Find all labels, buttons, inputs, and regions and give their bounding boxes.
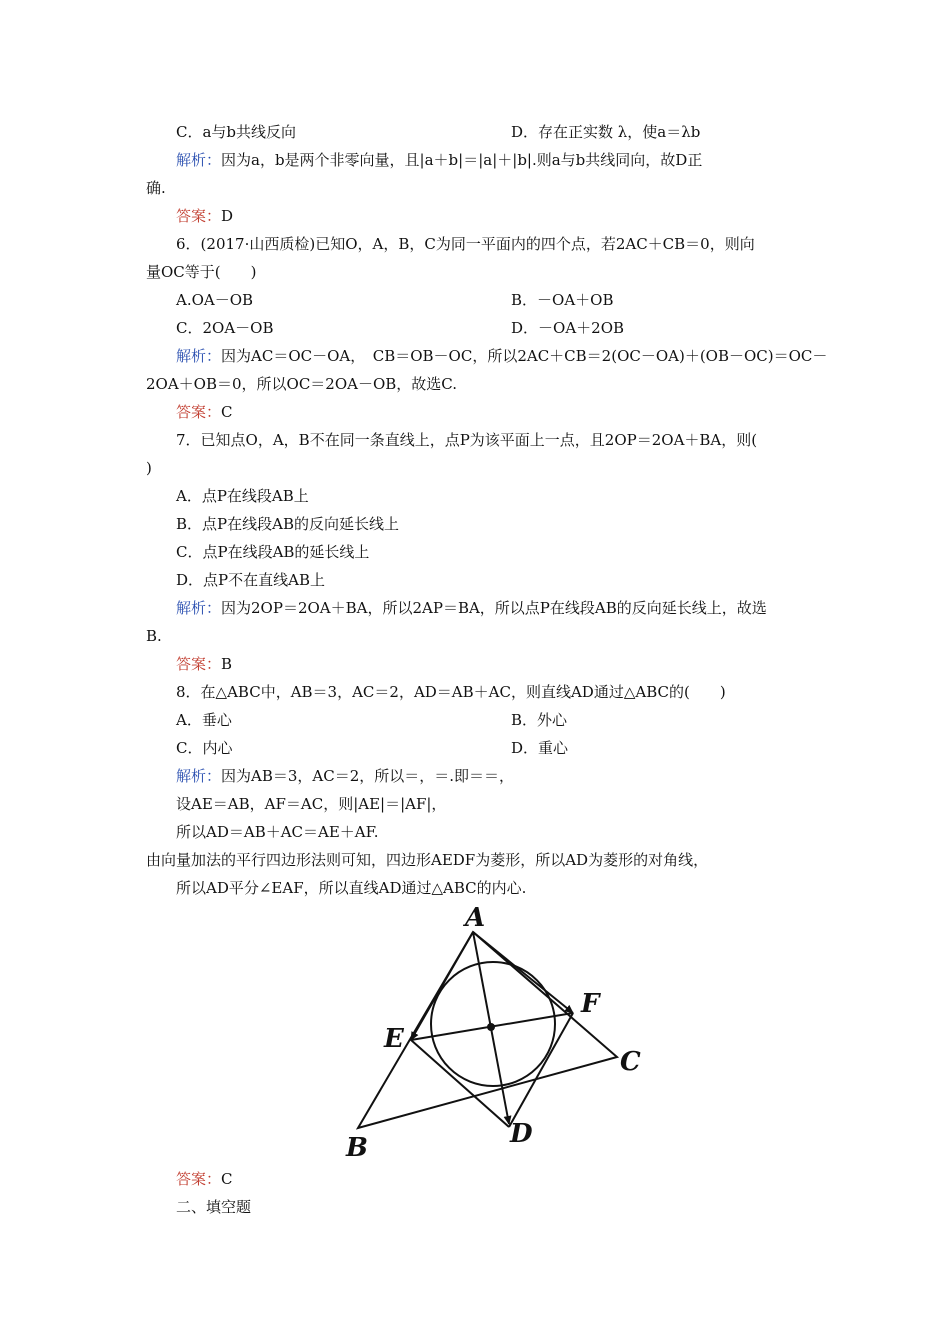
label-c: C <box>620 1047 641 1077</box>
answer-value: C <box>221 403 233 421</box>
answer-value: C <box>221 1170 233 1188</box>
q7-option-b: B．点P在线段AB的反向延长线上 <box>176 515 399 533</box>
q6-option-d: D．－OA＋2OB <box>511 319 625 337</box>
q8-option-d: D．重心 <box>511 739 569 757</box>
q8-option-c: C．内心 <box>176 739 233 757</box>
q6-stem: 6．(2017·山西质检)已知O，A，B，C为同一平面内的四个点，若2AC＋CB＝0，则向 <box>176 235 755 253</box>
label-b: B <box>346 1133 368 1163</box>
q7-option-d: D．点P不在直线AB上 <box>176 571 325 589</box>
q6-option-b: B．－OA＋OB <box>511 291 614 309</box>
q8-analysis-line4: 由向量加法的平行四边形法则可知，四边形AEDF为菱形，所以AD为菱形的对角线， <box>146 851 709 869</box>
q7-option-c: C．点P在线段AB的延长线上 <box>176 543 370 561</box>
label-d: D <box>510 1119 533 1149</box>
q6-analysis <box>176 346 827 366</box>
q8-option-a: A．垂心 <box>176 711 232 729</box>
q8-analysis-line2: 设AE＝AB，AF＝AC，则|AE|＝|AF|， <box>176 795 447 813</box>
label-a: A <box>465 903 486 933</box>
q8-answer <box>176 1169 233 1189</box>
q7-stem: 7．已知点O，A，B不在同一条直线上，点P为该平面上一点，且2OP＝2OA＋BA，则( <box>176 431 758 449</box>
q6-analysis-cont: 2OA＋OB＝0，所以OC＝2OA－OB，故选C. <box>146 375 458 393</box>
q5-answer <box>176 206 233 226</box>
q6-option-a: A.OA－OB <box>176 291 254 309</box>
answer-label: 答案： <box>176 655 222 673</box>
segment-ed <box>411 1040 509 1127</box>
answer-label: 答案： <box>176 207 222 225</box>
section-heading: 二、填空题 <box>176 1198 252 1216</box>
q8-analysis-line3: 所以AD＝AB＋AC＝AE＋AF. <box>176 823 379 841</box>
q7-analysis <box>176 598 767 618</box>
q6-analysis-text: 因为AC＝OC－OA， CB＝OB－OC，所以2AC＋CB＝2(OC－OA)＋(OB－OC)＝OC－ <box>221 347 828 365</box>
q7-analysis-text: 因为2OP＝2OA＋BA，所以2AP＝BA，所以点P在线段AB的反向延长线上，故选 <box>221 599 767 617</box>
incenter-point <box>487 1023 495 1031</box>
analysis-label: 解析： <box>176 599 222 617</box>
q8-analysis-line5: 所以AD平分∠EAF，所以直线AD通过△ABC的内心. <box>176 879 527 897</box>
q7-answer <box>176 654 232 674</box>
q8-analysis <box>176 766 514 786</box>
answer-label: 答案： <box>176 1170 222 1188</box>
q5-analysis-text: 因为a，b是两个非零向量，且|a＋b|＝|a|＋|b|.则a与b共线同向，故D正 <box>221 151 703 169</box>
label-e: E <box>384 1024 404 1054</box>
analysis-label: 解析： <box>176 151 222 169</box>
triangle-incircle-figure <box>340 898 650 1168</box>
q8-stem: 8．在△ABC中，AB＝3，AC＝2，AD＝AB＋AC，则直线AD通过△ABC的( ) <box>176 683 726 701</box>
q8-analysis-text: 因为AB＝3，AC＝2，所以＝，＝.即＝＝， <box>221 767 515 785</box>
q5-analysis-cont: 确. <box>146 179 166 197</box>
q5-option-c: C．a与b共线反向 <box>176 123 297 141</box>
analysis-label: 解析： <box>176 767 222 785</box>
analysis-label: 解析： <box>176 347 222 365</box>
q8-option-b: B．外心 <box>511 711 568 729</box>
q7-option-a: A．点P在线段AB上 <box>176 487 309 505</box>
q5-option-d: D．存在正实数 λ，使a＝λb <box>511 123 701 141</box>
q7-analysis-cont: B. <box>146 627 162 645</box>
answer-value: B <box>221 655 233 673</box>
answer-label: 答案： <box>176 403 222 421</box>
vector-af <box>473 932 573 1013</box>
answer-value: D <box>221 207 234 225</box>
q7-stem-cont: ) <box>146 459 152 477</box>
vector-ae <box>411 932 473 1040</box>
q6-option-c: C．2OA－OB <box>176 319 274 337</box>
q5-analysis <box>176 150 702 170</box>
q6-stem-cont: 量OC等于( ) <box>146 263 257 281</box>
segment-fd <box>509 1013 573 1127</box>
label-f: F <box>581 989 600 1019</box>
q6-answer <box>176 402 233 422</box>
